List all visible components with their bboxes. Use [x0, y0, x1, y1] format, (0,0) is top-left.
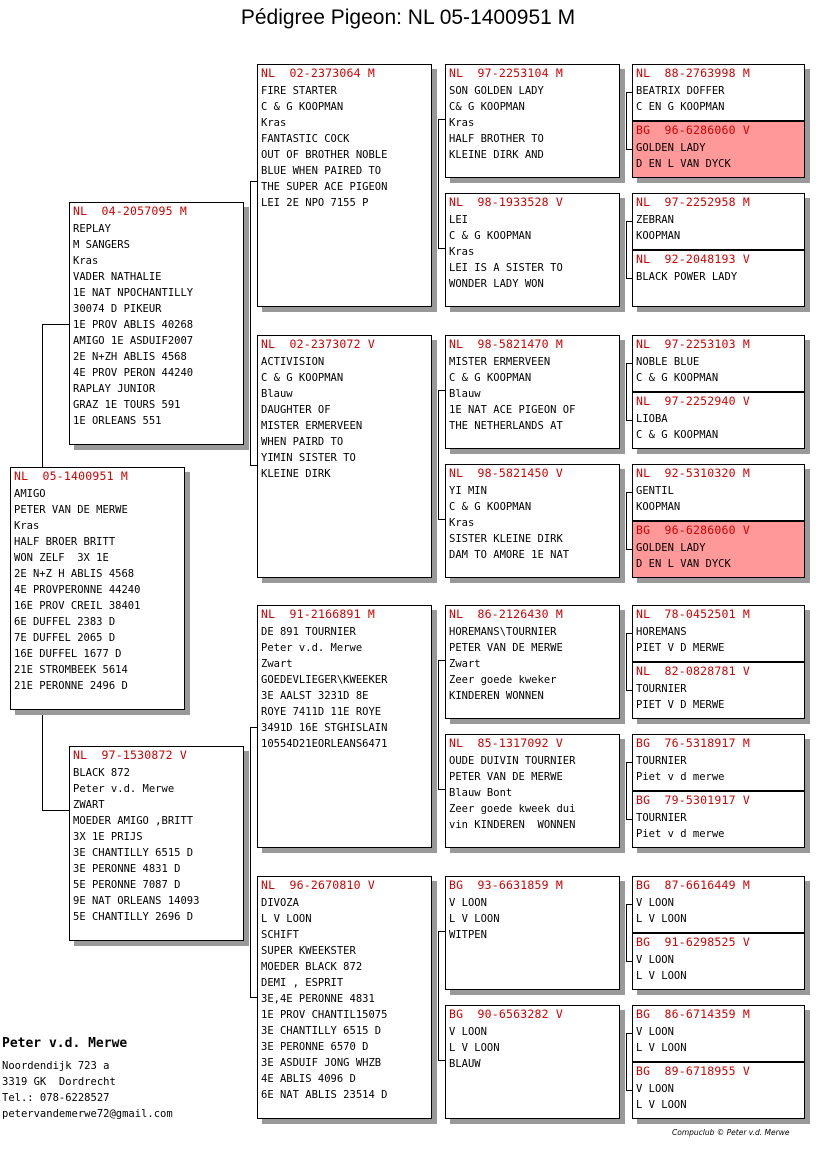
- detail-line: V LOON: [636, 1083, 674, 1095]
- detail-line: BEATRIX DOFFER: [636, 85, 725, 97]
- pigeon-details: [446, 209, 619, 292]
- connector-line: [626, 633, 627, 690]
- pigeon-details: [258, 621, 431, 752]
- pigeon-card-gg-grandparent[interactable]: [632, 933, 805, 990]
- detail-line: FANTASTIC COCK: [261, 133, 350, 145]
- detail-line: OUDE DUIVIN TOURNIER: [449, 755, 576, 767]
- pigeon-details: [633, 1078, 804, 1113]
- detail-line: 2E N+ZH ABLIS 4568: [73, 351, 187, 363]
- detail-line: 3E CHANTILLY 6515 D: [261, 1025, 382, 1037]
- pigeon-card-gg-grandparent[interactable]: [632, 193, 805, 250]
- pigeon-details: [633, 537, 804, 572]
- pigeon-details: [633, 678, 804, 713]
- detail-line: L V LOON: [636, 913, 687, 925]
- ring-number: BG 87-6616449 M: [636, 878, 750, 892]
- connector-line: [438, 1060, 445, 1061]
- pigeon-details: [633, 892, 804, 927]
- connector-line: [438, 119, 439, 248]
- detail-line: DAUGHTER OF: [261, 404, 331, 416]
- detail-line: Kras: [449, 117, 475, 129]
- detail-line: Blauw Bont: [449, 787, 513, 799]
- ring-number: BG 76-5318917 M: [636, 736, 750, 750]
- detail-line: Piet v d merwe: [636, 771, 725, 783]
- connector-line: [438, 660, 439, 789]
- detail-line: LEI 2E NPO 7155 P: [261, 197, 369, 209]
- connector-line: [438, 119, 445, 120]
- ring-number: NL 98-5821450 V: [449, 466, 563, 480]
- connector-line: [438, 660, 445, 661]
- connector-line: [438, 390, 445, 391]
- detail-line: Piet v d merwe: [636, 828, 725, 840]
- detail-line: C& G KOOPMAN: [449, 101, 525, 113]
- pigeon-card-great-grandparent[interactable]: [445, 335, 620, 449]
- detail-line: MOEDER AMIGO ,BRITT: [73, 815, 194, 827]
- connector-line: [250, 181, 251, 465]
- pigeon-card-dam[interactable]: [69, 746, 244, 941]
- detail-line: L V LOON: [636, 970, 687, 982]
- ring-number: NL 96-2670810 V: [261, 878, 375, 892]
- pigeon-details: [258, 892, 431, 1103]
- detail-line: 21E PERONNE 2496 D: [14, 680, 128, 692]
- ring-number: BG 93-6631859 M: [449, 878, 563, 892]
- detail-line: MISTER ERMERVEEN: [449, 356, 551, 368]
- detail-line: WHEN PAIRD TO: [261, 436, 344, 448]
- pigeon-details: [446, 1021, 619, 1072]
- detail-line: C & G KOOPMAN: [449, 372, 532, 384]
- ring-number: NL 97-2253103 M: [636, 337, 750, 351]
- pigeon-card-great-grandparent[interactable]: [445, 1005, 620, 1119]
- detail-line: PETER VAN DE MERWE: [449, 771, 563, 783]
- pigeon-details: [258, 351, 431, 482]
- pigeon-card-great-grandparent[interactable]: [445, 464, 620, 578]
- pigeon-details: [70, 218, 243, 429]
- detail-line: Blauw: [261, 388, 293, 400]
- pigeon-card-gg-grandparent[interactable]: [632, 1005, 805, 1062]
- pigeon-details: [633, 807, 804, 842]
- detail-line: REPLAY: [73, 223, 111, 235]
- detail-line: HOREMANS: [636, 626, 687, 638]
- detail-line: 3X 1E PRIJS: [73, 831, 143, 843]
- ring-number: NL 97-1530872 V: [73, 748, 187, 762]
- connector-line: [250, 181, 257, 182]
- connector-line: [626, 1033, 627, 1090]
- breeder-name: Peter v.d. Merwe: [2, 1036, 128, 1051]
- detail-line: KINDEREN WONNEN: [449, 690, 544, 702]
- pigeon-details: [258, 80, 431, 211]
- detail-line: V LOON: [449, 897, 487, 909]
- detail-line: 1E PROV CHANTIL15075: [261, 1009, 388, 1021]
- pigeon-card-great-grandparent[interactable]: [445, 605, 620, 719]
- detail-line: 5E CHANTILLY 2696 D: [73, 911, 194, 923]
- ring-number: NL 97-2253104 M: [449, 66, 563, 80]
- detail-line: Kras: [261, 117, 287, 129]
- pigeon-card-great-grandparent[interactable]: [445, 64, 620, 178]
- detail-line: C & G KOOPMAN: [261, 372, 344, 384]
- detail-line: MOEDER BLACK 872: [261, 961, 363, 973]
- detail-line: SUPER KWEEKSTER: [261, 945, 356, 957]
- detail-line: L V LOON: [636, 1099, 687, 1111]
- detail-line: PETER VAN DE MERWE: [14, 504, 128, 516]
- ring-number: NL 92-5310320 M: [636, 466, 750, 480]
- detail-line: 3E AALST 3231D 8E: [261, 690, 369, 702]
- detail-line: BLACK 872: [73, 767, 130, 779]
- ring-number: NL 02-2373064 M: [261, 66, 375, 80]
- detail-line: WON ZELF 3X 1E: [14, 552, 109, 564]
- detail-line: THE NETHERLANDS AT: [449, 420, 563, 432]
- connector-line: [438, 519, 445, 520]
- pigeon-details: [633, 1021, 804, 1056]
- pigeon-card-g4[interactable]: [257, 876, 432, 1119]
- breeder-contact: [2, 1058, 173, 1122]
- detail-line: GOLDEN LADY: [636, 142, 706, 154]
- detail-line: HOREMANS\TOURNIER: [449, 626, 557, 638]
- connector-line: [626, 363, 627, 420]
- connector-line: [626, 221, 627, 278]
- connector-line: [42, 324, 43, 467]
- pigeon-card-gg-grandparent[interactable]: [632, 392, 805, 449]
- detail-line: C & G KOOPMAN: [449, 230, 532, 242]
- detail-line: MISTER ERMERVEEN: [261, 420, 363, 432]
- detail-line: PETER VAN DE MERWE: [449, 642, 563, 654]
- connector-line: [42, 324, 69, 325]
- ring-number: NL 97-2252958 M: [636, 195, 750, 209]
- ring-number: NL 85-1317092 V: [449, 736, 563, 750]
- detail-line: 4E PROV PERON 44240: [73, 367, 194, 379]
- detail-line: YIMIN SISTER TO: [261, 452, 356, 464]
- connector-line: [250, 997, 257, 998]
- detail-line: 6E NAT ABLIS 23514 D: [261, 1089, 388, 1101]
- detail-line: ZEBRAN: [636, 214, 674, 226]
- pigeon-details: [633, 949, 804, 984]
- detail-line: D EN L VAN DYCK: [636, 158, 731, 170]
- pigeon-card-gg-grandparent[interactable]: [632, 64, 805, 121]
- detail-line: Zeer goede kweek dui: [449, 803, 576, 815]
- pigeon-card-great-grandparent[interactable]: [445, 193, 620, 307]
- detail-line: 1E NAT NPOCHANTILLY: [73, 287, 194, 299]
- ring-number: NL 04-2057095 M: [73, 204, 187, 218]
- pigeon-details: [446, 892, 619, 943]
- detail-line: BLACK POWER LADY: [636, 271, 738, 283]
- detail-line: KLEINE DIRK: [261, 468, 331, 480]
- connector-line: [438, 248, 445, 249]
- page-title: Pédigree Pigeon: NL 05-1400951 M: [240, 6, 576, 29]
- detail-line: 4E PROVPERONNE 44240: [14, 584, 141, 596]
- connector-line: [626, 762, 627, 819]
- detail-line: C & G KOOPMAN: [636, 429, 719, 441]
- detail-line: OUT OF BROTHER NOBLE: [261, 149, 388, 161]
- pigeon-card-gg-grandparent[interactable]: [632, 121, 805, 178]
- detail-line: 1E PROV ABLIS 40268: [73, 319, 194, 331]
- detail-line: FIRE STARTER: [261, 85, 337, 97]
- pigeon-details: [633, 351, 804, 386]
- detail-line: Blauw: [449, 388, 481, 400]
- detail-line: RAPLAY JUNIOR: [73, 383, 156, 395]
- detail-line: GOEDEVLIEGER\KWEEKER: [261, 674, 388, 686]
- detail-line: THE SUPER ACE PIGEON: [261, 181, 388, 193]
- breeder-address: Noordendijk 723 a: [2, 1060, 110, 1072]
- detail-line: ACTIVISION: [261, 356, 325, 368]
- detail-line: M SANGERS: [73, 239, 130, 251]
- detail-line: AMIGO 1E ASDUIF2007: [73, 335, 194, 347]
- detail-line: AMIGO: [14, 488, 46, 500]
- detail-line: VADER NATHALIE: [73, 271, 162, 283]
- detail-line: Zwart: [261, 658, 293, 670]
- detail-line: 3E PERONNE 4831 D: [73, 863, 181, 875]
- detail-line: BLUE WHEN PAIRED TO: [261, 165, 382, 177]
- detail-line: 7E DUFFEL 2065 D: [14, 632, 116, 644]
- pigeon-details: [633, 621, 804, 656]
- detail-line: PIET V D MERWE: [636, 642, 725, 654]
- pigeon-details: [446, 750, 619, 833]
- detail-line: C & G KOOPMAN: [261, 101, 344, 113]
- pigeon-details: [633, 408, 804, 443]
- detail-line: SON GOLDEN LADY: [449, 85, 544, 97]
- pigeon-card-subject[interactable]: [10, 467, 185, 710]
- detail-line: Zeer goede kweker: [449, 674, 557, 686]
- pigeon-details: [446, 351, 619, 434]
- detail-line: 3491D 16E STGHISLAIN: [261, 722, 388, 734]
- detail-line: 1E ORLEANS 551: [73, 415, 162, 427]
- pigeon-details: [633, 266, 804, 285]
- detail-line: YI MIN: [449, 485, 487, 497]
- connector-line: [42, 810, 69, 811]
- detail-line: 16E PROV CREIL 38401: [14, 600, 141, 612]
- detail-line: 3E,4E PERONNE 4831: [261, 993, 375, 1005]
- ring-number: NL 02-2373072 V: [261, 337, 375, 351]
- detail-line: LEI IS A SISTER TO: [449, 262, 563, 274]
- detail-line: V LOON: [636, 954, 674, 966]
- connector-line: [626, 492, 627, 549]
- detail-line: 21E STROMBEEK 5614: [14, 664, 128, 676]
- detail-line: 16E DUFFEL 1677 D: [14, 648, 122, 660]
- ring-number: BG 96-6286060 V: [636, 123, 750, 137]
- ring-number: BG 86-6714359 M: [636, 1007, 750, 1021]
- connector-line: [438, 931, 439, 1060]
- pigeon-details: [633, 137, 804, 172]
- detail-line: ROYE 7411D 11E ROYE: [261, 706, 382, 718]
- connector-line: [438, 390, 439, 519]
- pigeon-details: [70, 762, 243, 925]
- pigeon-card-gg-grandparent[interactable]: [632, 734, 805, 791]
- detail-line: Kras: [449, 517, 475, 529]
- detail-line: 30074 D PIKEUR: [73, 303, 162, 315]
- detail-line: 3E ASDUIF JONG WHZB: [261, 1057, 382, 1069]
- detail-line: DAM TO AMORE 1E NAT: [449, 549, 570, 561]
- detail-line: PIET V D MERWE: [636, 699, 725, 711]
- connector-line: [438, 789, 445, 790]
- pigeon-card-great-grandparent[interactable]: [445, 734, 620, 848]
- detail-line: ZWART: [73, 799, 105, 811]
- breeder-city: 3319 GK Dordrecht: [2, 1076, 116, 1088]
- ring-number: BG 89-6718955 V: [636, 1064, 750, 1078]
- pigeon-details: [633, 480, 804, 515]
- pigeon-details: [633, 750, 804, 785]
- detail-line: GOLDEN LADY: [636, 542, 706, 554]
- pigeon-card-g2[interactable]: [257, 335, 432, 578]
- detail-line: 9E NAT ORLEANS 14093: [73, 895, 200, 907]
- detail-line: NOBLE BLUE: [636, 356, 700, 368]
- ring-number: NL 92-2048193 V: [636, 252, 750, 266]
- connector-line: [626, 904, 627, 961]
- detail-line: L V LOON: [636, 1042, 687, 1054]
- pigeon-card-sire[interactable]: [69, 202, 244, 445]
- connector-line: [42, 710, 43, 810]
- detail-line: BLAUW: [449, 1058, 481, 1070]
- ring-number: NL 86-2126430 M: [449, 607, 563, 621]
- pigeon-details: [633, 209, 804, 244]
- connector-line: [626, 92, 627, 149]
- detail-line: SCHIFT: [261, 929, 299, 941]
- detail-line: DE 891 TOURNIER: [261, 626, 356, 638]
- breeder-phone: Tel.: 078-6228527: [2, 1092, 110, 1104]
- pigeon-card-great-grandparent[interactable]: [445, 876, 620, 990]
- ring-number: NL 05-1400951 M: [14, 469, 128, 483]
- detail-line: GENTIL: [636, 485, 674, 497]
- ring-number: NL 98-5821470 M: [449, 337, 563, 351]
- detail-line: V LOON: [449, 1026, 487, 1038]
- detail-line: V LOON: [636, 897, 674, 909]
- detail-line: TOURNIER: [636, 755, 687, 767]
- detail-line: KLEINE DIRK AND: [449, 149, 544, 161]
- detail-line: 1E NAT ACE PIGEON OF: [449, 404, 576, 416]
- connector-line: [250, 727, 251, 997]
- detail-line: HALF BROTHER TO: [449, 133, 544, 145]
- pigeon-details: [446, 80, 619, 163]
- detail-line: 3E CHANTILLY 6515 D: [73, 847, 194, 859]
- detail-line: C & G KOOPMAN: [449, 501, 532, 513]
- pigeon-details: [633, 80, 804, 115]
- detail-line: KOOPMAN: [636, 230, 681, 242]
- breeder-email: petervandemerwe72@gmail.com: [2, 1108, 173, 1120]
- detail-line: 10554D21EORLEANS6471: [261, 738, 388, 750]
- pigeon-details: [446, 480, 619, 563]
- detail-line: WITPEN: [449, 929, 487, 941]
- pigeon-card-gg-grandparent[interactable]: [632, 662, 805, 719]
- detail-line: L V LOON: [449, 913, 500, 925]
- pigeon-details: [446, 621, 619, 704]
- pigeon-card-gg-grandparent[interactable]: [632, 876, 805, 933]
- detail-line: L V LOON: [449, 1042, 500, 1054]
- detail-line: Peter v.d. Merwe: [261, 642, 363, 654]
- detail-line: 3E PERONNE 6570 D: [261, 1041, 369, 1053]
- ring-number: NL 91-2166891 M: [261, 607, 375, 621]
- detail-line: D EN L VAN DYCK: [636, 558, 731, 570]
- detail-line: vin KINDEREN WONNEN: [449, 819, 576, 831]
- detail-line: 2E N+Z H ABLIS 4568: [14, 568, 135, 580]
- pigeon-card-gg-grandparent[interactable]: [632, 791, 805, 848]
- ring-number: BG 91-6298525 V: [636, 935, 750, 949]
- detail-line: LEI: [449, 214, 468, 226]
- detail-line: DIVOZA: [261, 897, 299, 909]
- detail-line: WONDER LADY WON: [449, 278, 544, 290]
- detail-line: C & G KOOPMAN: [636, 372, 719, 384]
- detail-line: LIOBA: [636, 413, 668, 425]
- pigeon-details: [11, 483, 184, 694]
- pigeon-card-gg-grandparent[interactable]: [632, 250, 805, 307]
- detail-line: Kras: [73, 255, 99, 267]
- ring-number: BG 96-6286060 V: [636, 523, 750, 537]
- ring-number: BG 79-5301917 V: [636, 793, 750, 807]
- detail-line: Kras: [449, 246, 475, 258]
- connector-line: [250, 727, 257, 728]
- pigeon-card-gg-grandparent[interactable]: [632, 521, 805, 578]
- ring-number: BG 90-6563282 V: [449, 1007, 563, 1021]
- detail-line: 6E DUFFEL 2383 D: [14, 616, 116, 628]
- connector-line: [438, 931, 445, 932]
- ring-number: NL 82-0828781 V: [636, 664, 750, 678]
- ring-number: NL 97-2252940 V: [636, 394, 750, 408]
- pigeon-card-gg-grandparent[interactable]: [632, 1062, 805, 1119]
- detail-line: KOOPMAN: [636, 501, 681, 513]
- connector-line: [250, 465, 257, 466]
- detail-line: TOURNIER: [636, 812, 687, 824]
- ring-number: NL 78-0452501 M: [636, 607, 750, 621]
- detail-line: GRAZ 1E TOURS 591: [73, 399, 181, 411]
- detail-line: SISTER KLEINE DIRK: [449, 533, 563, 545]
- detail-line: Kras: [14, 520, 40, 532]
- pigeon-card-gg-grandparent[interactable]: [632, 464, 805, 521]
- detail-line: Peter v.d. Merwe: [73, 783, 175, 795]
- detail-line: TOURNIER: [636, 683, 687, 695]
- pigeon-card-g1[interactable]: [257, 64, 432, 307]
- detail-line: Zwart: [449, 658, 481, 670]
- pigeon-card-gg-grandparent[interactable]: [632, 605, 805, 662]
- detail-line: C EN G KOOPMAN: [636, 101, 725, 113]
- ring-number: NL 88-2763998 M: [636, 66, 750, 80]
- pigeon-card-gg-grandparent[interactable]: [632, 335, 805, 392]
- detail-line: HALF BROER BRITT: [14, 536, 116, 548]
- detail-line: L V LOON: [261, 913, 312, 925]
- software-credit: Compuclub © Peter v.d. Merwe: [672, 1128, 790, 1137]
- detail-line: DEMI , ESPRIT: [261, 977, 344, 989]
- ring-number: NL 98-1933528 V: [449, 195, 563, 209]
- detail-line: 4E ABLIS 4096 D: [261, 1073, 356, 1085]
- pigeon-card-g3[interactable]: [257, 605, 432, 848]
- detail-line: V LOON: [636, 1026, 674, 1038]
- detail-line: 5E PERONNE 7087 D: [73, 879, 181, 891]
